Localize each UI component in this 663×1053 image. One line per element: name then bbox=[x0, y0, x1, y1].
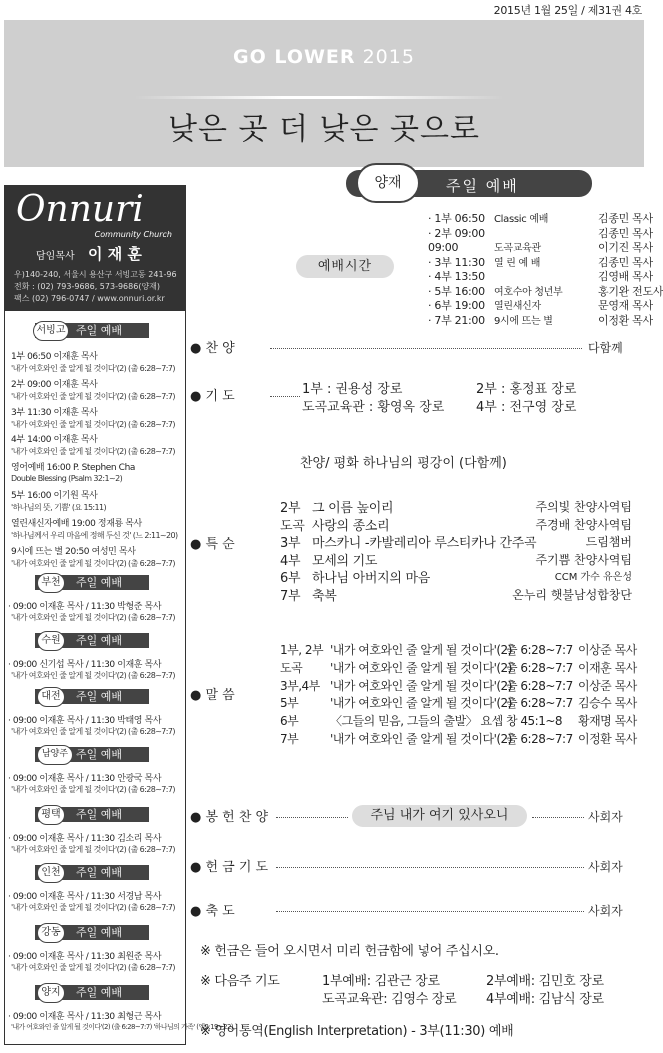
campus-cap: 인천 bbox=[37, 863, 65, 883]
sermon-title: '내가 여호와인 줄 알게 될 것이다'(2) bbox=[330, 643, 512, 657]
campus-title-bar: 주일 예배 bbox=[35, 323, 149, 338]
special-service: 2부 bbox=[280, 501, 301, 516]
schedule-row bbox=[428, 312, 653, 328]
sermon-verse: 출 6:28~7:7 bbox=[506, 732, 573, 746]
campus-schedule: · 09:00 이재훈 목사 / 11:30 박태영 목사 bbox=[8, 716, 162, 726]
sermon-service: 1부, 2부 bbox=[280, 643, 324, 657]
sermon-row bbox=[280, 712, 637, 729]
campus-schedule: · 09:00 이재훈 목사 / 11:30 김소리 목사 bbox=[8, 834, 162, 844]
issue-date: 2015년 1월 25일 / 제31권 4호 bbox=[493, 4, 642, 17]
special-title: 모세의 기도 bbox=[312, 553, 378, 569]
seobinggo-line: 5부 16:00 이기원 목사 bbox=[11, 491, 98, 501]
sermon-service: 5부 bbox=[280, 696, 299, 711]
sermon-preacher: 이정환 목사 bbox=[578, 732, 637, 746]
leader-dots bbox=[276, 817, 348, 818]
schedule-time: · 4부 13:50 bbox=[428, 270, 485, 283]
praise-label: ● 찬 양 bbox=[190, 341, 235, 356]
sermon-verse: 출 6:28~7:7 bbox=[506, 696, 573, 711]
seobinggo-line: '내가 여호와인 줄 알게 될 것이다'(2) (출 6:28~7:7) bbox=[11, 558, 175, 568]
special-title: 사랑의 종소리 bbox=[312, 518, 390, 534]
special-service: 4부 bbox=[280, 553, 301, 569]
banner-subtitle bbox=[4, 46, 644, 68]
banner bbox=[4, 20, 644, 167]
sermon-verse: 창 45:1~8 bbox=[506, 714, 563, 729]
seobinggo-line: '하나님의 뜻, 기쁨' (요 15:11) bbox=[11, 502, 107, 512]
special-row bbox=[280, 550, 377, 569]
sermon-verse: 출 6:28~7:7 bbox=[506, 660, 573, 675]
sermon-preacher: 황재명 목사 bbox=[578, 714, 637, 729]
benediction-label: ● 축 도 bbox=[190, 904, 235, 919]
banner-divider bbox=[134, 96, 504, 99]
campus-sermon: '내가 여호와인 줄 알게 될 것이다'(2) (출 6:28~7:7) bbox=[11, 727, 175, 736]
seobinggo-line: '내가 여호와인 줄 알게 될 것이다'(2) (출 6:28~7:7) bbox=[11, 391, 175, 401]
special-service: 3부 bbox=[280, 536, 301, 552]
schedule-time: · 5부 16:00 bbox=[428, 284, 485, 298]
campus-cap: 강동 bbox=[37, 923, 65, 943]
schedule-pastor: 김종민 목사 bbox=[598, 255, 653, 269]
schedule-time: · 7부 21:00 bbox=[428, 313, 485, 327]
special-label: ● 특 순 bbox=[190, 537, 235, 552]
special-row bbox=[280, 532, 536, 551]
special-row bbox=[280, 497, 393, 516]
schedule-time: · 3부 11:30 bbox=[428, 255, 485, 269]
campus-sermon: '내가 여호와인 줄 알게 될 것이다'(2) (출 6:28~7:7) bbox=[11, 845, 175, 854]
next-week-prayer-2: 2부예배: 김민호 장로 bbox=[486, 974, 604, 989]
church-address bbox=[14, 269, 177, 305]
leader-dots bbox=[276, 911, 584, 912]
campus-cap: 대전 bbox=[37, 687, 65, 707]
sermon-preacher: 김승수 목사 bbox=[578, 696, 637, 711]
campus-sermon: '내가 여호와인 줄 알게 될 것이다'(2) (출 6:28~7:7) bbox=[11, 671, 175, 680]
sermon-title: 〈그들의 믿음, 그들의 출발〉 요셉 bbox=[330, 714, 503, 729]
campus-sermon: '내가 여호와인 줄 알게 될 것이다'(2) (출 6:28~7:7) bbox=[11, 903, 175, 912]
special-performer: 주기쁨 찬양사역팀 bbox=[535, 552, 632, 567]
special-title: 마스카니 -카발레리아 루스티카나 간주곡 bbox=[312, 536, 537, 552]
schedule-pastor: 홍기완 전도사 bbox=[598, 284, 663, 298]
seobinggo-line: Double Blessing (Psalm 32:1~2) bbox=[11, 474, 123, 484]
special-title: 하나님 아버지의 마음 bbox=[312, 571, 430, 587]
special-performer: CCM 가수 유은성 bbox=[554, 572, 632, 584]
campus-cap: 남양주 bbox=[37, 745, 73, 765]
schedule-time: 09:00 bbox=[428, 241, 459, 254]
praise-leader: 다함께 bbox=[588, 341, 623, 355]
schedule-time: · 2부 09:00 bbox=[428, 226, 485, 240]
campus-title-bar: 주일 예배 bbox=[35, 865, 149, 880]
special-row bbox=[280, 585, 337, 604]
offering-note: ※ 헌금은 들어 오시면서 미리 헌금함에 넣어 주십시오. bbox=[200, 944, 499, 959]
schedule-service: 도곡교육관 bbox=[494, 243, 541, 254]
prayer-4: 4부 : 전구영 장로 bbox=[476, 400, 577, 415]
prayer-2: 2부 : 홍정표 장로 bbox=[476, 382, 577, 397]
phone-line: 전화 : (02) 793-9686, 573-9686(양재) bbox=[14, 282, 161, 291]
sermon-row bbox=[280, 641, 637, 658]
schedule-time: · 6부 19:00 bbox=[428, 299, 485, 312]
schedule-service: Classic 예배 bbox=[494, 214, 549, 225]
special-service: 6부 bbox=[280, 571, 301, 587]
prayer-1: 1부 : 권용성 장로 bbox=[302, 382, 403, 397]
offering-song-label: ● 봉 헌 찬 양 bbox=[190, 810, 269, 825]
schedule-service: 여호수아 청년부 bbox=[494, 286, 563, 298]
sermon-row bbox=[280, 694, 637, 711]
seobinggo-line: '내가 여호와인 줄 알게 될 것이다'(2) (출 6:28~7:7) bbox=[11, 447, 175, 457]
schedule-time: · 1부 06:50 bbox=[428, 212, 485, 225]
seobinggo-line: '내가 여호와인 줄 알게 될 것이다'(2) (출 6:28~7:7) bbox=[11, 419, 175, 429]
special-row bbox=[280, 567, 430, 586]
pastor-label: 담임목사 bbox=[36, 251, 75, 262]
banner-subtitle-bold: GO LOWER bbox=[233, 46, 356, 68]
next-week-prayer-4: 4부예배: 김남식 장로 bbox=[486, 992, 604, 1007]
campus-schedule: · 09:00 이재훈 목사 / 11:30 박형준 목사 bbox=[8, 602, 162, 612]
campus-schedule: · 09:00 신기섭 목사 / 11:30 이재훈 목사 bbox=[8, 660, 162, 670]
leader-dots bbox=[532, 817, 584, 818]
main-service-title: 주일 예배 bbox=[446, 177, 519, 195]
schedule-label: 예배시간 bbox=[296, 255, 394, 278]
special-performer: 온누리 햇불남성합창단 bbox=[512, 588, 632, 602]
next-week-prayer-1: 1부예배: 김관근 장로 bbox=[322, 974, 440, 989]
schedule-service: 열 린 예 배 bbox=[494, 257, 541, 269]
campus-title-bar: 주일 예배 bbox=[35, 985, 149, 1000]
campus-title-bar: 주일 예배 bbox=[35, 925, 149, 940]
seobinggo-line: 2부 09:00 이재훈 목사 bbox=[11, 379, 98, 390]
campus-cap: 평택 bbox=[37, 805, 65, 825]
church-logo-sub: Community Church bbox=[94, 230, 172, 239]
address-line: 우)140-240, 서울시 용산구 서빙고동 241-96 bbox=[14, 270, 177, 279]
sermon-row bbox=[280, 659, 637, 676]
sermon-service: 7부 bbox=[280, 732, 299, 746]
offering-prayer-leader: 사회자 bbox=[588, 860, 623, 874]
schedule-pastor: 김종민 목사 bbox=[598, 226, 653, 240]
campus-sermon: '내가 여호와인 줄 알게 될 것이다'(2) (출 6:28~7:7) '하나님의 가족' (엡2:19~22) bbox=[11, 1023, 233, 1031]
sermon-verse: 출 6:28~7:7 bbox=[506, 678, 573, 693]
sermon-preacher: 이상준 목사 bbox=[578, 643, 637, 657]
schedule-pastor: 이정환 목사 bbox=[598, 313, 653, 327]
praise-song-line: 찬양/ 평화 하나님의 평강이 (다함께) bbox=[300, 456, 507, 471]
campus-sermon: '내가 여호와인 줄 알게 될 것이다'(2) (출 6:28~7:7) bbox=[11, 963, 175, 972]
special-row bbox=[280, 515, 389, 534]
campus-schedule: · 09:00 이재훈 목사 / 11:30 서경남 목사 bbox=[8, 892, 162, 902]
schedule-pastor: 이기진 목사 bbox=[598, 241, 653, 254]
schedule-pastor: 문영재 목사 bbox=[598, 299, 653, 312]
sermon-service: 6부 bbox=[280, 714, 299, 729]
seobinggo-line: 3부 11:30 이재훈 목사 bbox=[11, 407, 98, 418]
seobinggo-line: 영어예배 16:00 P. Stephen Cha bbox=[11, 463, 135, 474]
prayer-label: ● 기 도 bbox=[190, 389, 235, 404]
campus-cap: 수원 bbox=[37, 631, 65, 651]
fax-line: 팩스 (02) 796-0747 / www.onnuri.or.kr bbox=[14, 294, 165, 303]
seobinggo-line: 4부 14:00 이재훈 목사 bbox=[11, 435, 98, 446]
leader-dots bbox=[270, 348, 582, 349]
seobinggo-line: 9시에 뜨는 별 20:50 여성민 목사 bbox=[11, 546, 136, 557]
seobinggo-line: '내가 여호와인 줄 알게 될 것이다'(2) (출 6:28~7:7) bbox=[11, 363, 175, 373]
offering-prayer-label: ● 헌 금 기 도 bbox=[190, 860, 269, 875]
sermon-preacher: 이상준 목사 bbox=[578, 678, 637, 693]
sermon-title: '내가 여호와인 줄 알게 될 것이다'(2) bbox=[330, 696, 512, 711]
banner-title: 낮은 곳 더 낮은 곳으로 bbox=[168, 112, 480, 147]
sermon-row bbox=[280, 677, 637, 694]
campus-sermon: '내가 여호와인 줄 알게 될 것이다'(2) (출 6:28~7:7) bbox=[11, 785, 175, 794]
interpretation-note: ※ 영어통역(English Interpretation) - 3부(11:30) 예배 bbox=[200, 1024, 514, 1039]
next-week-prayer-label: ※ 다음주 기도 bbox=[200, 974, 280, 989]
seobinggo-line: '하나님께서 우리 마음에 정해 두신 것' (느 2:11~20) bbox=[11, 530, 178, 540]
next-week-prayer-3: 도곡교육관: 김영수 장로 bbox=[322, 992, 457, 1007]
campus-title-bar: 주일 예배 bbox=[35, 807, 149, 822]
special-title: 그 이름 높이리 bbox=[312, 501, 394, 516]
campus-schedule: · 09:00 이재훈 목사 / 11:30 최원준 목사 bbox=[8, 952, 162, 962]
sermon-title: '내가 여호와인 줄 알게 될 것이다'(2) bbox=[330, 660, 512, 675]
prayer-3: 도곡교육관 : 황영옥 장로 bbox=[302, 400, 445, 415]
banner-subtitle-year: 2015 bbox=[355, 46, 415, 68]
campus-schedule: · 09:00 이재훈 목사 / 11:30 최형근 목사 bbox=[8, 1012, 162, 1022]
offering-song: 주님 내가 여기 있사오니 bbox=[352, 805, 527, 827]
campus-cap: 서빙고 bbox=[33, 321, 69, 341]
special-performer: 드림챔버 bbox=[585, 535, 632, 550]
campus-title-bar: 주일 예배 bbox=[35, 575, 149, 590]
sermon-label: ● 말 씀 bbox=[190, 688, 235, 703]
schedule-service: 열린새신자 bbox=[494, 301, 541, 312]
campus-title-bar: 주일 예배 bbox=[35, 689, 149, 704]
seobinggo-line: 1부 06:50 이재훈 목사 bbox=[11, 352, 98, 362]
special-performer: 주의빛 찬양사역팀 bbox=[535, 500, 632, 514]
pastor-name: 이 재 훈 bbox=[88, 245, 142, 263]
church-logo: Onnuri bbox=[16, 189, 144, 230]
special-service: 도곡 bbox=[280, 518, 305, 534]
offering-leader: 사회자 bbox=[588, 810, 623, 824]
leader-dots bbox=[270, 396, 300, 397]
schedule-pastor: 김영배 목사 bbox=[598, 270, 653, 283]
special-title: 축복 bbox=[312, 589, 337, 604]
church-logo-block bbox=[4, 185, 186, 311]
sermon-service: 3부,4부 bbox=[280, 678, 320, 693]
special-service: 7부 bbox=[280, 589, 301, 604]
campus-title-bar: 주일 예배 bbox=[35, 747, 149, 762]
sermon-title: '내가 여호와인 줄 알게 될 것이다'(2) bbox=[330, 678, 512, 693]
campus-schedule: · 09:00 이재훈 목사 / 11:30 안광국 목사 bbox=[8, 774, 162, 784]
campus-cap: 양지 bbox=[37, 983, 65, 1003]
sermon-preacher: 이재훈 목사 bbox=[578, 660, 637, 675]
schedule-service: 9시에 뜨는 별 bbox=[494, 315, 553, 327]
campus-badge: 양재 bbox=[356, 163, 420, 203]
benediction-leader: 사회자 bbox=[588, 904, 623, 918]
seobinggo-line: 열린새신자예배 19:00 정재룡 목사 bbox=[11, 518, 142, 529]
sermon-row bbox=[280, 730, 637, 747]
sermon-verse: 출 6:28~7:7 bbox=[506, 643, 573, 657]
schedule-pastor: 김종민 목사 bbox=[598, 212, 653, 225]
special-performer: 주경배 찬양사역팀 bbox=[535, 517, 632, 532]
sermon-title: '내가 여호와인 줄 알게 될 것이다'(2) bbox=[330, 732, 512, 746]
sermon-service: 도곡 bbox=[280, 660, 303, 675]
campus-sermon: '내가 여호와인 줄 알게 될 것이다'(2) (출 6:28~7:7) bbox=[11, 613, 175, 622]
campus-cap: 부천 bbox=[37, 573, 65, 593]
leader-dots bbox=[276, 867, 584, 868]
campus-title-bar: 주일 예배 bbox=[35, 633, 149, 648]
